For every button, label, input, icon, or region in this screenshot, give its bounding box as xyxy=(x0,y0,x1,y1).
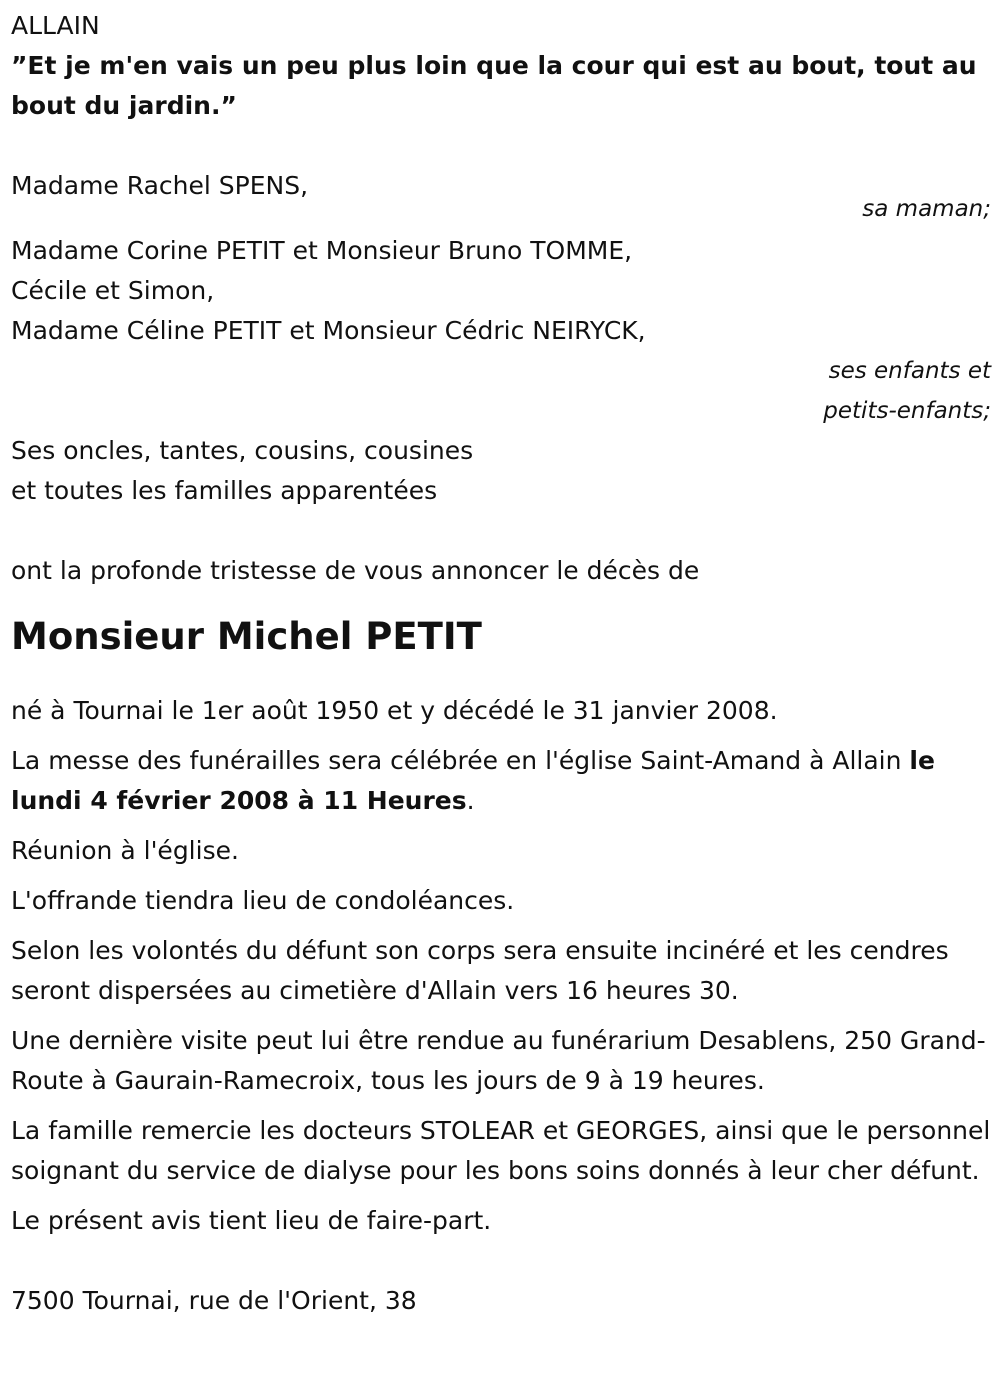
offering-info: L'offrande tiendra lieu de condoléances. xyxy=(11,886,515,915)
mass-date: le lundi 4 février 2008 à 11 Heures xyxy=(11,746,935,815)
child-entry-1: Madame Corine PETIT et Monsieur Bruno TOMME, xyxy=(11,236,633,265)
town-name: ALLAIN xyxy=(11,11,100,40)
deceased-name: Monsieur Michel PETIT xyxy=(11,615,482,658)
children-role-line-1: ses enfants et xyxy=(828,358,991,384)
thanks-info: La famille remercie les docteurs STOLEAR et GEORGES, ainsi que le personnel soignant du service de dialyse pour les bons soins donnés à leur cher défunt. xyxy=(11,1116,991,1185)
mother-name: Madame Rachel SPENS, xyxy=(11,171,309,200)
quote-line-2: bout du jardin.” xyxy=(11,91,237,120)
child-entry-2: Cécile et Simon, xyxy=(11,276,215,305)
meeting-info: Réunion à l'église. xyxy=(11,836,239,865)
birth-death-info: né à Tournai le 1er août 1950 et y décédé le 31 janvier 2008. xyxy=(11,696,778,725)
notice-info: Le présent avis tient lieu de faire-part. xyxy=(11,1206,492,1235)
child-entry-3: Madame Céline PETIT et Monsieur Cédric NEIRYCK, xyxy=(11,316,646,345)
mass-end: . xyxy=(466,786,475,815)
funeral-mass-info xyxy=(11,741,991,821)
quote-line-1: ”Et je m'en vais un peu plus loin que la cour qui est au bout, tout au xyxy=(11,51,977,80)
relatives-line-1: Ses oncles, tantes, cousins, cousines xyxy=(11,436,474,465)
children-role-line-2: petits-enfants; xyxy=(823,398,991,424)
visit-info: Une dernière visite peut lui être rendue au funérarium Desablens, 250 Grand-Route à Gaurain-Ramecroix, tous les jours de 9 à 19 heures. xyxy=(11,1026,986,1095)
cremation-info: Selon les volontés du défunt son corps sera ensuite incinéré et les cendres seront dispersées au cimetière d'Allain vers 16 heures 30. xyxy=(11,936,949,1005)
announcement-text: ont la profonde tristesse de vous annoncer le décès de xyxy=(11,556,700,585)
obituary-notice xyxy=(11,6,991,1321)
home-address: 7500 Tournai, rue de l'Orient, 38 xyxy=(11,1286,417,1315)
mass-text: La messe des funérailles sera célébrée en l'église Saint-Amand à Allain xyxy=(11,746,910,775)
relatives-line-2: et toutes les familles apparentées xyxy=(11,476,438,505)
mother-role: sa maman; xyxy=(862,196,991,222)
